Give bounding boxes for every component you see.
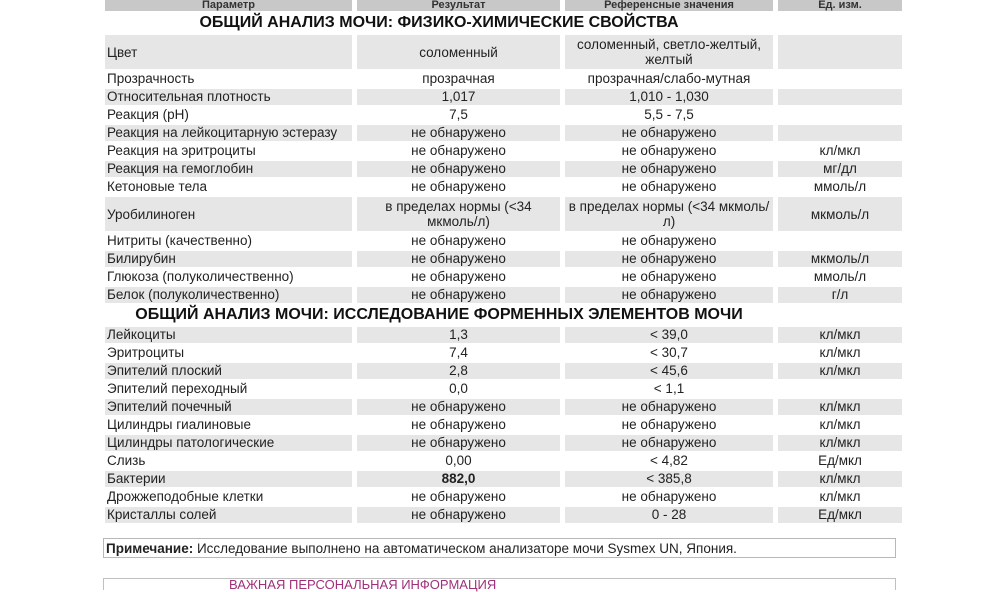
table-row	[105, 251, 902, 267]
results-container	[103, 0, 898, 525]
param-cell: Эпителий переходный	[105, 381, 352, 397]
table-row	[105, 471, 902, 487]
unit-cell	[778, 89, 902, 105]
table-row	[105, 71, 902, 87]
unit-cell: кл/мкл	[778, 435, 902, 451]
reference-cell: 0 - 28	[565, 507, 773, 523]
table-row	[105, 35, 902, 69]
section-title: ОБЩИЙ АНАЛИЗ МОЧИ: ФИЗИКО-ХИМИЧЕСКИЕ СВОЙСТВА	[105, 13, 773, 33]
table-header-row	[105, 0, 902, 11]
result-cell: не обнаружено	[357, 143, 560, 159]
param-cell: Цвет	[105, 35, 352, 69]
unit-cell	[778, 35, 902, 69]
table-row	[105, 89, 902, 105]
param-cell: Нитриты (качественно)	[105, 233, 352, 249]
param-cell: Глюкоза (полуколичественно)	[105, 269, 352, 285]
param-cell: Слизь	[105, 453, 352, 469]
table-row	[105, 327, 902, 343]
reference-cell: < 30,7	[565, 345, 773, 361]
table-row	[105, 507, 902, 523]
unit-cell: ммоль/л	[778, 269, 902, 285]
result-cell: 7,4	[357, 345, 560, 361]
unit-cell	[778, 71, 902, 87]
param-cell: Уробилиноген	[105, 197, 352, 231]
table-row	[105, 381, 902, 397]
reference-cell: не обнаружено	[565, 233, 773, 249]
result-cell: 2,8	[357, 363, 560, 379]
result-cell: не обнаружено	[357, 489, 560, 505]
param-cell: Кетоновые тела	[105, 179, 352, 195]
table-row	[105, 107, 902, 123]
param-cell: Лейкоциты	[105, 327, 352, 343]
results-table	[100, 0, 907, 525]
table-row	[105, 125, 902, 141]
reference-cell: < 45,6	[565, 363, 773, 379]
table-row	[105, 363, 902, 379]
unit-cell: г/л	[778, 287, 902, 303]
result-cell: не обнаружено	[357, 251, 560, 267]
reference-cell: < 1,1	[565, 381, 773, 397]
table-row	[105, 417, 902, 433]
header-param: Параметр	[105, 0, 352, 11]
result-cell: не обнаружено	[357, 233, 560, 249]
param-cell: Эритроциты	[105, 345, 352, 361]
reference-cell: не обнаружено	[565, 435, 773, 451]
result-cell: не обнаружено	[357, 507, 560, 523]
table-row	[105, 269, 902, 285]
unit-cell: кл/мкл	[778, 417, 902, 433]
param-cell: Относительная плотность	[105, 89, 352, 105]
reference-cell: соломенный, светло-желтый, желтый	[565, 35, 773, 69]
table-row	[105, 345, 902, 361]
unit-cell: кл/мкл	[778, 327, 902, 343]
result-cell: не обнаружено	[357, 417, 560, 433]
header-result: Результат	[357, 0, 560, 11]
param-cell: Цилиндры патологические	[105, 435, 352, 451]
note-text: Исследование выполнено на автоматическом анализаторе мочи Sysmex UN, Япония.	[193, 541, 737, 556]
reference-cell: 5,5 - 7,5	[565, 107, 773, 123]
table-row	[105, 197, 902, 231]
note-label: Примечание:	[106, 541, 194, 556]
table-row	[105, 179, 902, 195]
result-cell: 7,5	[357, 107, 560, 123]
reference-cell: не обнаружено	[565, 125, 773, 141]
reference-cell: прозрачная/слабо-мутная	[565, 71, 773, 87]
param-cell: Прозрачность	[105, 71, 352, 87]
result-cell: прозрачная	[357, 71, 560, 87]
param-cell: Реакция на эритроциты	[105, 143, 352, 159]
reference-cell: не обнаружено	[565, 251, 773, 267]
reference-cell: не обнаружено	[565, 287, 773, 303]
header-unit: Ед. изм.	[778, 0, 902, 11]
reference-cell: не обнаружено	[565, 399, 773, 415]
unit-cell: мкмоль/л	[778, 251, 902, 267]
unit-cell: кл/мкл	[778, 471, 902, 487]
param-cell: Эпителий плоский	[105, 363, 352, 379]
table-row	[105, 233, 902, 249]
reference-cell: в пределах нормы (<34 мкмоль/л)	[565, 197, 773, 231]
section-title: ОБЩИЙ АНАЛИЗ МОЧИ: ИССЛЕДОВАНИЕ ФОРМЕННЫХ ЭЛЕМЕНТОВ МОЧИ	[105, 305, 773, 325]
unit-cell: кл/мкл	[778, 489, 902, 505]
result-cell: не обнаружено	[357, 399, 560, 415]
reference-cell: не обнаружено	[565, 161, 773, 177]
unit-cell: кл/мкл	[778, 345, 902, 361]
result-cell: не обнаружено	[357, 269, 560, 285]
result-cell: соломенный	[357, 35, 560, 69]
reference-cell: не обнаружено	[565, 489, 773, 505]
unit-cell: Ед/мкл	[778, 507, 902, 523]
reference-cell: не обнаружено	[565, 179, 773, 195]
section-title-spacer	[778, 305, 902, 325]
param-cell: Реакция (pH)	[105, 107, 352, 123]
table-row	[105, 435, 902, 451]
result-cell: не обнаружено	[357, 287, 560, 303]
reference-cell: < 385,8	[565, 471, 773, 487]
table-row	[105, 287, 902, 303]
unit-cell	[778, 107, 902, 123]
param-cell: Эпителий почечный	[105, 399, 352, 415]
reference-cell: не обнаружено	[565, 417, 773, 433]
result-cell: не обнаружено	[357, 125, 560, 141]
unit-cell	[778, 381, 902, 397]
result-cell	[357, 471, 560, 487]
unit-cell: мг/дл	[778, 161, 902, 177]
table-row	[105, 161, 902, 177]
table-row	[105, 399, 902, 415]
param-cell: Реакция на гемоглобин	[105, 161, 352, 177]
reference-cell: < 4,82	[565, 453, 773, 469]
param-cell: Кристаллы солей	[105, 507, 352, 523]
reference-cell: 1,010 - 1,030	[565, 89, 773, 105]
unit-cell: мкмоль/л	[778, 197, 902, 231]
abnormal-result-value: 882,0	[441, 471, 476, 486]
result-cell: 0,0	[357, 381, 560, 397]
unit-cell	[778, 233, 902, 249]
table-row	[105, 453, 902, 469]
reference-cell: не обнаружено	[565, 143, 773, 159]
table-row	[105, 489, 902, 505]
result-cell: 1,3	[357, 327, 560, 343]
unit-cell: кл/мкл	[778, 363, 902, 379]
personal-info-box	[103, 578, 896, 590]
table-body	[105, 13, 902, 523]
reference-cell: не обнаружено	[565, 269, 773, 285]
unit-cell: ммоль/л	[778, 179, 902, 195]
note-box	[103, 538, 896, 558]
param-cell: Цилиндры гиалиновые	[105, 417, 352, 433]
unit-cell	[778, 125, 902, 141]
result-cell: не обнаружено	[357, 435, 560, 451]
result-cell: 0,00	[357, 453, 560, 469]
result-cell: не обнаружено	[357, 161, 560, 177]
result-cell: в пределах нормы (<34 мкмоль/л)	[357, 197, 560, 231]
param-cell: Дрожжеподобные клетки	[105, 489, 352, 505]
table-row	[105, 143, 902, 159]
section-header-row	[105, 305, 902, 325]
unit-cell: Ед/мкл	[778, 453, 902, 469]
reference-cell: < 39,0	[565, 327, 773, 343]
param-cell: Билирубин	[105, 251, 352, 267]
param-cell: Реакция на лейкоцитарную эстеразу	[105, 125, 352, 141]
unit-cell: кл/мкл	[778, 143, 902, 159]
result-cell: 1,017	[357, 89, 560, 105]
header-reference: Референсные значения	[565, 0, 773, 11]
param-cell: Белок (полуколичественно)	[105, 287, 352, 303]
personal-info-title: ВАЖНАЯ ПЕРСОНАЛЬНАЯ ИНФОРМАЦИЯ	[229, 577, 497, 592]
unit-cell: кл/мкл	[778, 399, 902, 415]
param-cell: Бактерии	[105, 471, 352, 487]
result-cell: не обнаружено	[357, 179, 560, 195]
section-title-spacer	[778, 13, 902, 33]
section-header-row	[105, 13, 902, 33]
